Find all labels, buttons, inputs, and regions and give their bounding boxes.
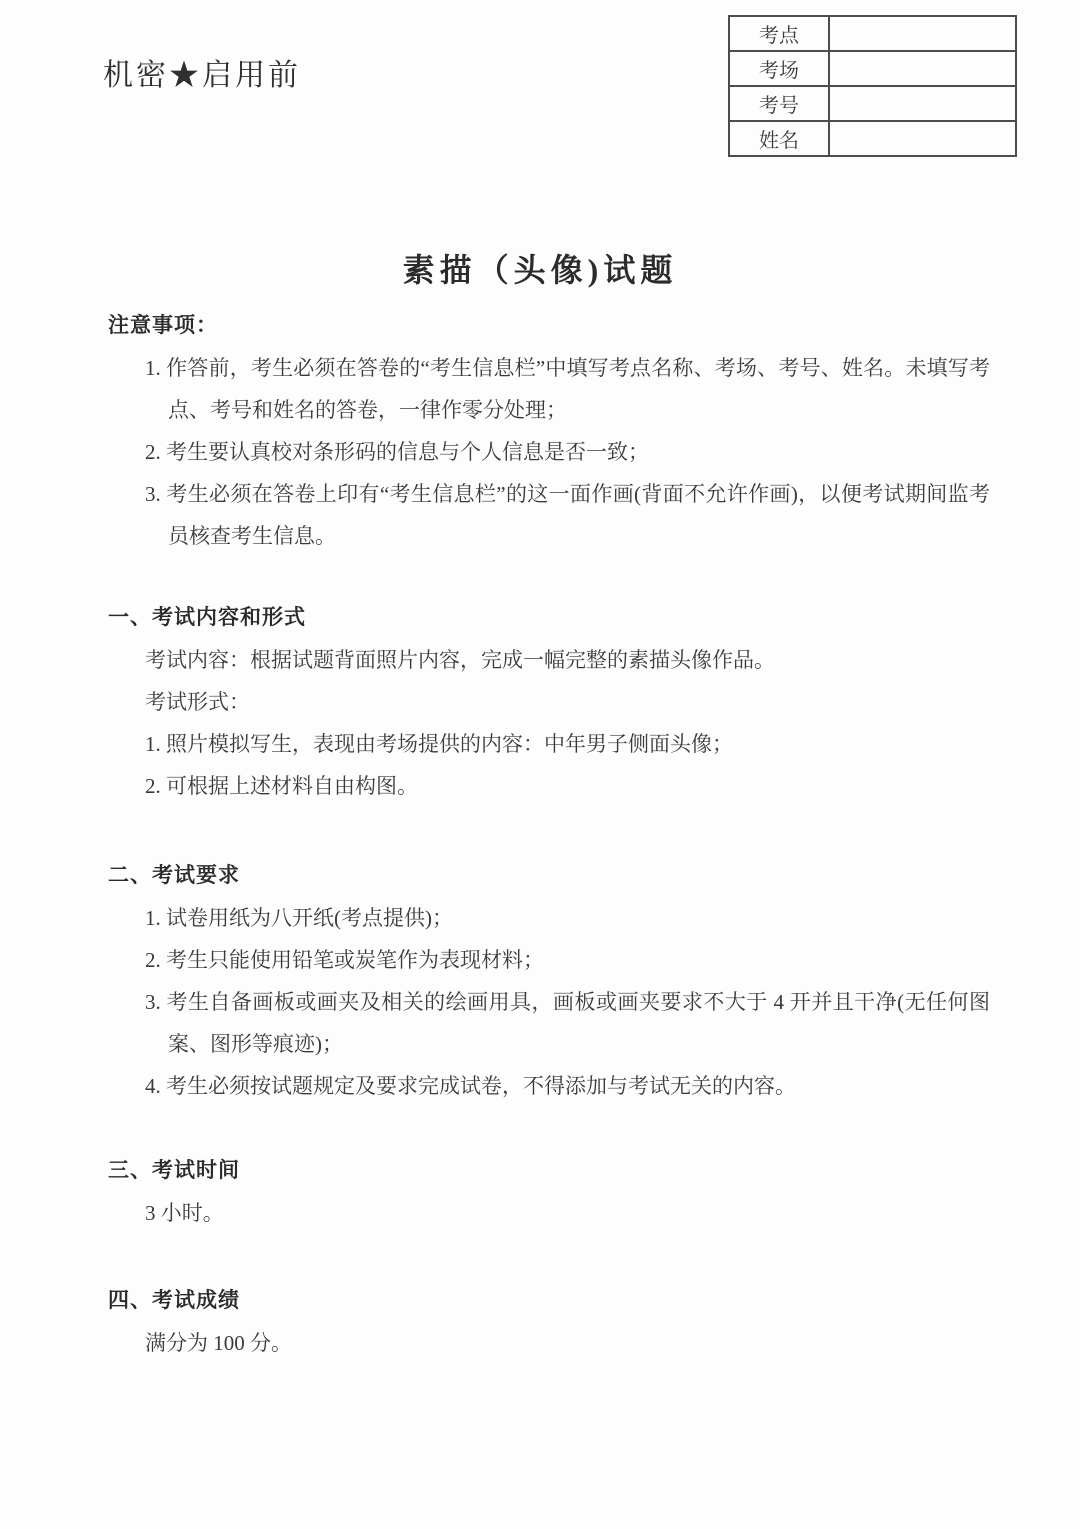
requirement-item-1: 1. 试卷用纸为八开纸(考点提供)； (145, 906, 453, 930)
exam-room-label: 考场 (729, 51, 829, 86)
exam-number-label: 考号 (729, 86, 829, 121)
page-title: 素描（头像)试题 (402, 252, 678, 288)
name-value-cell (829, 121, 1016, 156)
exam-form-item-1: 1. 照片模拟写生，表现由考场提供的内容：中年男子侧面头像； (145, 732, 733, 756)
exam-site-label: 考点 (729, 16, 829, 51)
section-heading-exam-content-and-form: 一、考试内容和形式 (108, 606, 306, 629)
info-table-row-exam-number (729, 86, 1016, 121)
exam-site-value-cell (829, 16, 1016, 51)
notice-heading: 注意事项： (108, 314, 218, 337)
info-table-row-exam-site (729, 16, 1016, 51)
info-table-row-exam-room (729, 51, 1016, 86)
info-table-row-name (729, 121, 1016, 156)
name-label: 姓名 (729, 121, 829, 156)
exam-number-value-cell (829, 86, 1016, 121)
section-heading-exam-score: 四、考试成绩 (108, 1289, 240, 1312)
exam-form-item-2: 2. 可根据上述材料自由构图。 (145, 774, 418, 798)
section-heading-exam-time: 三、考试时间 (108, 1159, 240, 1182)
exam-time-paragraph: 3 小时。 (145, 1201, 224, 1225)
notice-item-3: 3. 考生必须在答卷上印有“考生信息栏”的这一面作画(背面不允许作画)，以便考试期间监考员核查考生信息。 (145, 482, 990, 548)
candidate-info-table (728, 15, 1017, 157)
document-body (108, 305, 990, 1364)
requirement-item-2: 2. 考生只能使用铅笔或炭笔作为表现材料； (145, 948, 544, 972)
section-heading-exam-requirements: 二、考试要求 (108, 864, 240, 887)
exam-form-paragraph: 考试形式： (145, 690, 250, 714)
exam-score-paragraph: 满分为 100 分。 (145, 1331, 292, 1355)
requirement-item-4: 4. 考生必须按试题规定及要求完成试卷，不得添加与考试无关的内容。 (145, 1074, 796, 1098)
security-classification-label: 机密★启用前 (103, 59, 301, 92)
notice-item-1: 1. 作答前，考生必须在答卷的“考生信息栏”中填写考点名称、考场、考号、姓名。未填写考点、考号和姓名的答卷，一律作零分处理； (145, 356, 990, 422)
requirement-item-3: 3. 考生自备画板或画夹及相关的绘画用具，画板或画夹要求不大于 4 开并且干净(无任何图案、图形等痕迹)； (145, 990, 990, 1056)
exam-room-value-cell (829, 51, 1016, 86)
exam-content-paragraph: 考试内容：根据试题背面照片内容，完成一幅完整的素描头像作品。 (145, 648, 775, 672)
notice-item-2: 2. 考生要认真校对条形码的信息与个人信息是否一致； (145, 440, 649, 464)
